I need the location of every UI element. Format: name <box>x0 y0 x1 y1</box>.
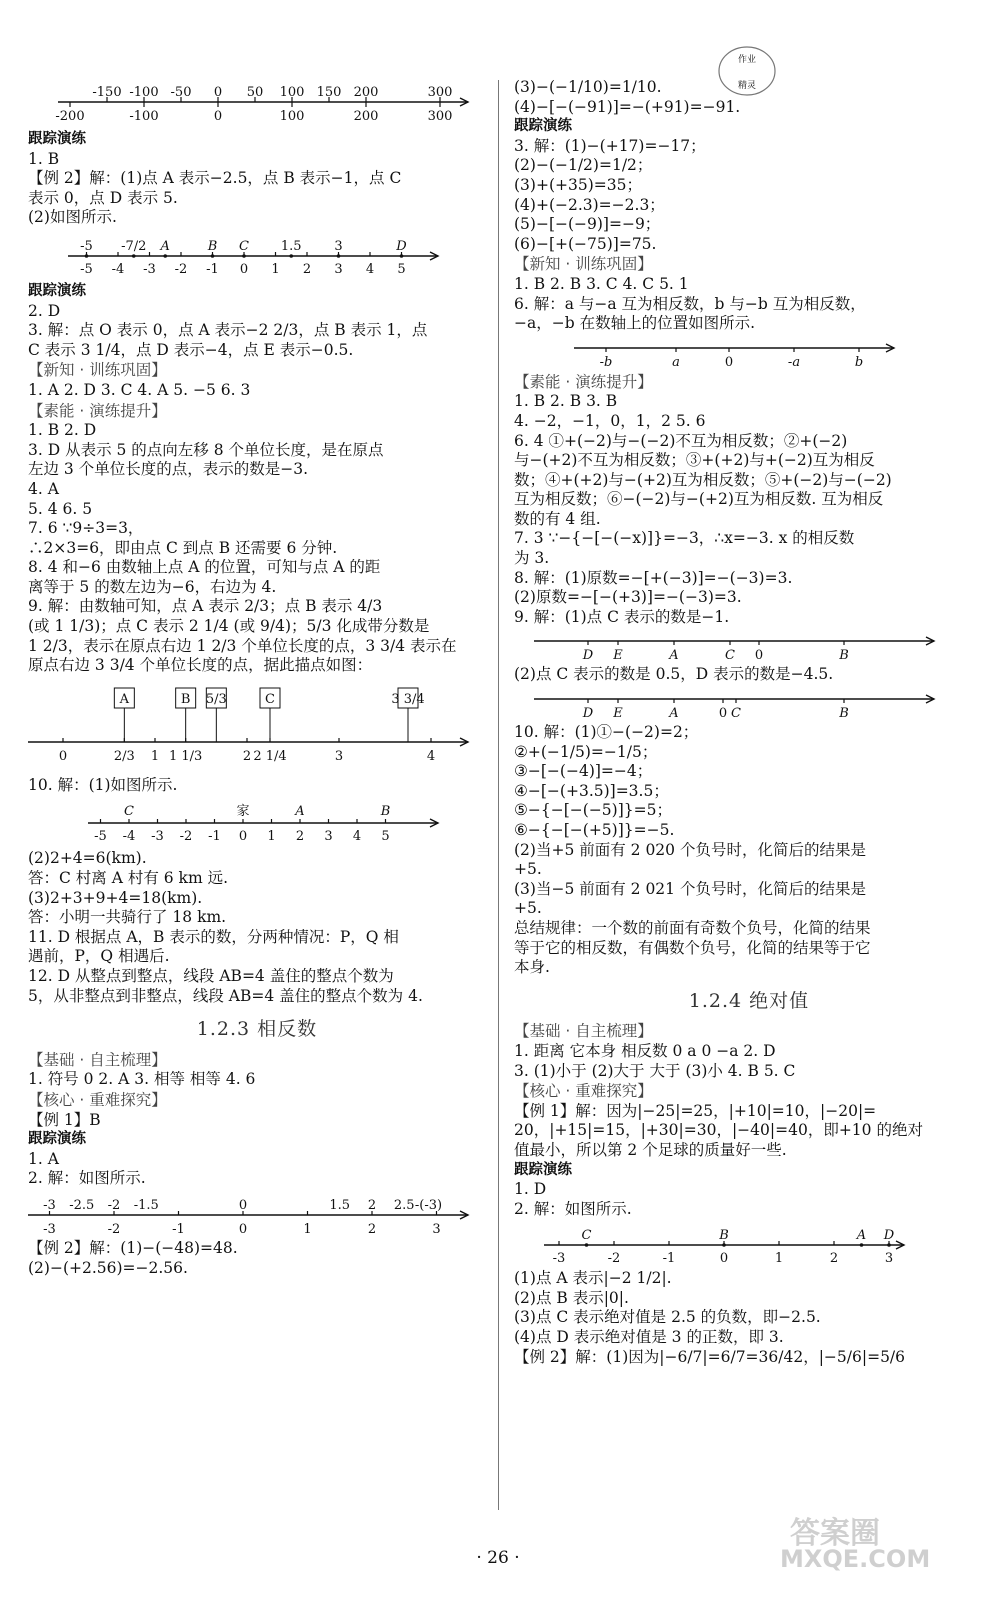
point-label: -b <box>599 354 613 370</box>
tick-label: 2 <box>302 261 312 277</box>
answer-line: 1. B 2. D <box>28 421 97 440</box>
answer-line: 10. 解：(1)如图所示. <box>28 775 178 794</box>
section-heading: 1.2.3 相反数 <box>196 1018 318 1041</box>
point-label: C <box>725 648 735 664</box>
tick-label-top: -50 <box>170 85 192 100</box>
tick-label-bottom: -100 <box>129 109 159 124</box>
tick-label: 2 <box>242 748 252 764</box>
answer-line: 数；④+(+2)与−(+2)互为相反数；⑤+(−2)与−(−2) <box>514 470 892 489</box>
section-tag: 【基础 · 自主梳理】 <box>28 1050 167 1069</box>
point-box-label: B <box>180 691 191 707</box>
tick-label: 5 <box>397 261 406 277</box>
tick-label-top: 50 <box>246 85 264 100</box>
answer-line: 11. D 根据点 A，B 表示的数，分两种情况：P，Q 相 <box>28 927 399 946</box>
answer-line: 3. D 从表示 5 的点向左移 8 个单位长度，是在原点 <box>28 440 384 459</box>
section-tag: 【素能 · 演练提升】 <box>28 401 167 420</box>
point-label: C <box>731 706 741 722</box>
point-box-label: A <box>119 691 130 707</box>
point-label: D <box>582 648 594 664</box>
point-label: C <box>239 238 249 254</box>
answer-line: ⑥−{−[−(+5)]}=−5. <box>514 821 675 839</box>
tick-label: 3 <box>432 1221 441 1237</box>
tick-label: -1 <box>662 1251 676 1267</box>
tick-label: 1 <box>774 1251 784 1267</box>
watermark-logo: 答案圈 <box>790 1516 880 1551</box>
tick-label-bottom: 200 <box>353 109 379 124</box>
answer-line: ②+(−1/5)=−1/5； <box>514 742 658 761</box>
answer-line: 8. 4 和−6 由数轴上点 A 的位置，可知与点 A 的距 <box>28 558 381 577</box>
answer-line: (2)当+5 前面有 2 020 个负号时，化简后的结果是 <box>514 840 866 859</box>
answer-line: (或 1 1/3)；点 C 表示 2 1/4 (或 9/4)；5/3 化成带分数是 <box>28 617 430 636</box>
tick-label: 1 <box>271 261 280 277</box>
answer-line: ∴2×3=6，即由点 C 到点 B 还需要 6 分钟. <box>28 538 338 557</box>
number-line-q9-figure <box>28 678 478 774</box>
number-line-a-b-figure <box>514 336 974 370</box>
tick-label: 2 <box>367 1221 377 1237</box>
tick-label: -2 <box>107 1221 121 1237</box>
answer-line: 3. 解：点 O 表示 0，点 A 表示−2 2/3，点 B 表示 1，点 <box>28 321 428 340</box>
tick-label: -1 <box>172 1221 185 1237</box>
subheading: 跟踪演练 <box>514 118 572 135</box>
answer-line: (2)点 B 表示|0|. <box>514 1288 629 1307</box>
point-label: 2.5 <box>393 1197 415 1213</box>
answer-line: (4)点 D 表示绝对值是 3 的正数，即 3. <box>514 1328 784 1347</box>
section-tag: 【素能 · 演练提升】 <box>514 372 653 391</box>
tick-label: 4 <box>352 829 362 845</box>
right-column <box>514 78 984 1367</box>
answer-line: C 表示 3 1/4，点 D 表示−4，点 E 表示−0.5. <box>28 340 354 359</box>
answer-line: 2. 解：如图所示. <box>514 1199 632 1218</box>
tick-label: 3 <box>884 1251 894 1267</box>
point-label: -5 <box>80 238 93 254</box>
answer-line: (2)2+4=6(km). <box>28 849 147 868</box>
answer-line: 【例 2】解：(1)因为|−6/7|=6/7=36/42，|−5/6|=5/6 <box>514 1347 906 1366</box>
answer-line: 为 3. <box>514 549 550 568</box>
tick-label-bottom: 300 <box>427 109 453 124</box>
answer-line: 4. A <box>28 479 59 498</box>
answer-line: 2. D <box>28 301 61 320</box>
point-label: 0 <box>724 354 734 370</box>
answer-line: 1. B <box>28 149 60 168</box>
tick-label-top: -150 <box>92 85 122 100</box>
point-label: 2 <box>367 1197 377 1213</box>
point-label: D <box>396 238 407 254</box>
number-line-q10-figure <box>28 797 478 847</box>
answer-line: 20，|+15|=15，|+30|=30，|−40|=40，即+10 的绝对 <box>514 1121 923 1140</box>
tick-label-bottom: -200 <box>55 109 85 124</box>
tick-label: 3 <box>324 829 333 845</box>
column-divider <box>498 80 499 1510</box>
point-box-label: 3 3/4 <box>391 691 425 707</box>
tick-label: -1 <box>208 829 221 845</box>
point-label: -2 <box>107 1197 121 1213</box>
number-line-opposite-figure <box>28 1191 478 1237</box>
tick-label: 1 <box>267 829 276 845</box>
tick-label: -3 <box>143 261 156 277</box>
answer-line: 10. 解：(1)①−(−2)=2； <box>514 723 699 742</box>
left-column <box>28 78 486 1278</box>
answer-line: 表示 0，点 D 表示 5. <box>28 188 178 207</box>
answer-line: 答：C 村离 A 村有 6 km 远. <box>28 869 228 888</box>
point-label: A <box>295 804 305 820</box>
answer-line: 6. 解：a 与−a 互为相反数，b 与−b 互为相反数， <box>514 294 866 313</box>
answer-line: (3)2+3+9+4=18(km). <box>28 888 203 907</box>
answer-line: 7. 3 ∵−{−[−(−x)]}=−3，∴x=−3. x 的相反数 <box>514 529 855 548</box>
tick-label: 0 <box>238 829 248 845</box>
point-label: 0 <box>718 706 728 722</box>
tick-label-top: 100 <box>279 85 305 100</box>
subheading: 跟踪演练 <box>28 131 86 147</box>
answer-line: 【例 2】解：(1)点 A 表示−2.5，点 B 表示−1，点 C <box>28 169 402 188</box>
section-tag: 【核心 · 重难探究】 <box>28 1090 167 1109</box>
tick-label: -1 <box>206 261 219 277</box>
answer-line: 左边 3 个单位长度的点，表示的数是−3. <box>28 460 308 479</box>
point-label: B <box>839 706 849 722</box>
answer-line: 本身. <box>514 958 550 977</box>
tick-label: 2 <box>829 1251 839 1267</box>
answer-line: 12. D 从整点到整点，线段 AB=4 盖住的整点个数为 <box>28 967 394 985</box>
tick-label: -3 <box>151 829 164 845</box>
answer-line: 互为相反数；⑥−(−2)与−(+2)互为相反数. 互为相反 <box>514 490 884 509</box>
point-label: 1.5 <box>280 238 302 254</box>
tick-label: 0 <box>58 748 68 764</box>
point-label: 家 <box>236 804 250 820</box>
point-label: D <box>883 1228 895 1244</box>
answer-line: (3)−(−1/10)=1/10. <box>514 78 662 96</box>
tick-label: -2 <box>179 829 193 845</box>
point-label: C <box>581 1228 592 1244</box>
point-label: -3 <box>43 1197 56 1213</box>
tick-label: -4 <box>111 261 125 277</box>
point-label: -(-3) <box>414 1197 443 1213</box>
subheading: 跟踪演练 <box>514 1161 572 1178</box>
page-number: · 26 · <box>476 1548 520 1568</box>
answer-line: 9. 解：(1)点 C 表示的数是−1. <box>514 607 730 626</box>
answer-line: 9. 解：由数轴可知，点 A 表示 2/3；点 B 表示 4/3 <box>28 597 383 616</box>
point-label: 3 <box>334 238 343 254</box>
tick-label: 4 <box>426 748 436 764</box>
answer-line: (3)+(+35)=35； <box>514 175 642 194</box>
answer-line: 1. B 2. B 3. B <box>514 392 618 411</box>
point-label: 0 <box>754 648 764 664</box>
point-label: -1.5 <box>133 1197 159 1213</box>
answer-line: −a，−b 在数轴上的位置如图所示. <box>514 314 755 333</box>
answer-line: 值最小，所以第 2 个足球的质量好一些. <box>514 1140 787 1159</box>
tick-label: 3 <box>334 261 343 277</box>
tick-label: 2 1/4 <box>253 748 287 764</box>
tick-label-bottom: 100 <box>279 109 305 124</box>
number-line-example2-figure <box>28 230 478 280</box>
tick-label: 0 <box>238 1221 248 1237</box>
answer-line: +5. <box>514 899 542 918</box>
answer-line: (5)−[−(−9)]=−9； <box>514 215 661 234</box>
answer-line: (3)点 C 表示绝对值是 2.5 的负数，即−2.5. <box>514 1308 821 1327</box>
subheading: 跟踪演练 <box>28 282 86 299</box>
answer-line: 【例 1】B <box>28 1110 101 1129</box>
answer-line: 【例 2】解：(1)−(−48)=48. <box>28 1238 238 1257</box>
answer-line: 1. D <box>514 1180 547 1199</box>
point-label: D <box>582 706 594 722</box>
section-tag: 【基础 · 自主梳理】 <box>514 1022 653 1041</box>
tick-label: -5 <box>80 261 93 277</box>
section-tag: 【新知 · 训练巩固】 <box>514 255 653 274</box>
point-label: B <box>207 238 218 254</box>
answer-line: 数的有 4 组. <box>514 509 601 528</box>
tick-label: 1 <box>150 748 160 764</box>
answer-line: (4)−[−(−91)]=−(+91)=−91. <box>514 97 741 116</box>
tick-label: -3 <box>552 1251 566 1267</box>
answer-line: 1. 符号 0 2. A 3. 相等 相等 4. 6 <box>28 1070 256 1089</box>
point-box-label: C <box>265 691 275 707</box>
tick-label-top: 150 <box>316 85 342 100</box>
section-tag: 【核心 · 重难探究】 <box>514 1082 653 1101</box>
answer-line: 总结规律：一个数的前面有奇数个负号，化简的结果 <box>514 918 871 937</box>
tick-label-bottom: 0 <box>213 109 223 124</box>
tick-label: 5 <box>381 829 390 845</box>
tick-label: 2/3 <box>113 748 135 764</box>
answer-line: 原点右边 3 3/4 个单位长度的点，据此描点如图： <box>28 656 373 675</box>
answer-line: ③−[−(−4)]=−4； <box>514 762 653 781</box>
number-line-abs-figure <box>514 1221 974 1267</box>
tick-label: 0 <box>239 261 249 277</box>
tick-label: -3 <box>43 1221 56 1237</box>
answer-line: ④−[−(+3.5)]=3.5； <box>514 781 669 800</box>
answer-line: 2. 解：如图所示. <box>28 1169 146 1188</box>
point-label: -2.5 <box>69 1197 95 1213</box>
tick-label: -2 <box>607 1251 621 1267</box>
stamp-line2: 精灵 <box>738 81 757 91</box>
point-label: A <box>669 706 679 722</box>
tick-label: 1 <box>303 1221 312 1237</box>
point-label: 1.5 <box>329 1197 351 1213</box>
number-line-scale-figure <box>28 80 478 128</box>
answer-line: 4. −2，−1，0，1，2 5. 6 <box>514 411 706 430</box>
section-tag: 【新知 · 训练巩固】 <box>28 361 167 380</box>
point-label: B <box>380 804 391 820</box>
answer-line: (2)点 C 表示的数是 0.5，D 表示的数是−4.5. <box>514 665 834 684</box>
point-label: E <box>613 648 623 664</box>
tick-label: 3 <box>334 748 344 764</box>
answer-line: 5. 4 6. 5 <box>28 499 93 518</box>
answer-line: 答：小明一共骑行了 18 km. <box>28 908 227 927</box>
answer-line: (4)+(−2.3)=−2.3； <box>514 195 665 214</box>
answer-line: 1. 距离 它本身 相反数 0 a 0 −a 2. D <box>514 1041 776 1060</box>
answer-line: 【例 1】解：因为|−25|=25，|+10|=10，|−20|= <box>514 1101 877 1120</box>
answer-line: (2)−(−1/2)=1/2； <box>514 156 653 175</box>
tick-label-top: 0 <box>213 85 223 100</box>
point-label: A <box>669 648 679 664</box>
answer-line: (6)−[+(−75)]=75. <box>514 234 657 253</box>
answer-line: 3. (1)小于 (2)大于 大于 (3)小 4. B 5. C <box>514 1061 796 1080</box>
tick-label-top: 200 <box>353 85 379 100</box>
tick-label: -5 <box>94 829 107 845</box>
number-line-q9a-figure <box>514 629 974 663</box>
point-label: 0 <box>238 1197 248 1213</box>
answer-line: (2)−(+2.56)=−2.56. <box>28 1258 188 1277</box>
answer-line: 与−(+2)不互为相反数；③+(+2)与+(−2)互为相反 <box>514 451 875 470</box>
answer-line: (2)如图所示. <box>28 208 117 227</box>
point-label: C <box>124 804 134 820</box>
answer-line: 1. A <box>28 1149 59 1168</box>
point-label: A <box>160 238 170 254</box>
answer-line: (3)当−5 前面有 2 021 个负号时，化简后的结果是 <box>514 879 866 898</box>
tick-label: 2 <box>295 829 305 845</box>
answer-line: 1. A 2. D 3. C 4. A 5. −5 6. 3 <box>28 380 251 399</box>
number-line-q9b-figure <box>514 687 974 721</box>
answer-line: 等于它的相反数，有偶数个负号，化简的结果等于它 <box>514 938 871 957</box>
point-label: B <box>839 648 849 664</box>
point-label: b <box>854 354 864 370</box>
answer-line: 7. 6 ∵9÷3=3， <box>28 519 144 538</box>
stamp-line1: 作业 <box>738 55 757 65</box>
point-label: -a <box>787 354 801 370</box>
point-box-label: 5/3 <box>205 691 227 707</box>
point-label: -7/2 <box>121 238 147 254</box>
tick-label: -2 <box>174 261 188 277</box>
point-label: E <box>613 706 623 722</box>
tick-label: 4 <box>365 261 375 277</box>
tick-label-top: 300 <box>427 85 453 100</box>
answer-line: 遇前，P，Q 相遇后. <box>28 947 170 966</box>
section-heading: 1.2.4 绝对值 <box>688 989 810 1012</box>
answer-line: 离等于 5 的数左边为−6，右边为 4. <box>28 577 277 596</box>
answer-line: 1. B 2. B 3. C 4. C 5. 1 <box>514 274 689 293</box>
tick-label-top: -100 <box>129 85 159 100</box>
answer-line: (2)原数=−[−(+3)]=−(−3)=3. <box>514 588 742 607</box>
answer-line: (1)点 A 表示|−2 1/2|. <box>514 1269 672 1288</box>
answer-line: +5. <box>514 860 542 879</box>
point-label: a <box>672 354 680 370</box>
answer-line: 1 2/3，表示在原点右边 1 2/3 个单位长度的点，3 3/4 表示在 <box>28 636 457 655</box>
tick-label: 0 <box>719 1251 729 1267</box>
point-label: B <box>719 1228 729 1244</box>
watermark-url: MXQE.COM <box>780 1545 931 1573</box>
answer-line: ⑤−{−[−(−5)]}=5； <box>514 801 672 820</box>
answer-line: 8. 解：(1)原数=−[+(−3)]=−(−3)=3. <box>514 568 793 587</box>
tick-label: -4 <box>122 829 136 845</box>
point-label: A <box>856 1228 867 1244</box>
answer-line: 6. 4 ①+(−2)与−(−2)不互为相反数；②+(−2) <box>514 431 848 450</box>
tick-label: 1 1/3 <box>169 748 203 764</box>
subheading: 跟踪演练 <box>28 1131 86 1148</box>
answer-line: 5，从非整点到非整点，线段 AB=4 盖住的整点个数为 4. <box>28 986 423 1005</box>
answer-line: 3. 解：(1)−(+17)=−17； <box>514 136 706 155</box>
